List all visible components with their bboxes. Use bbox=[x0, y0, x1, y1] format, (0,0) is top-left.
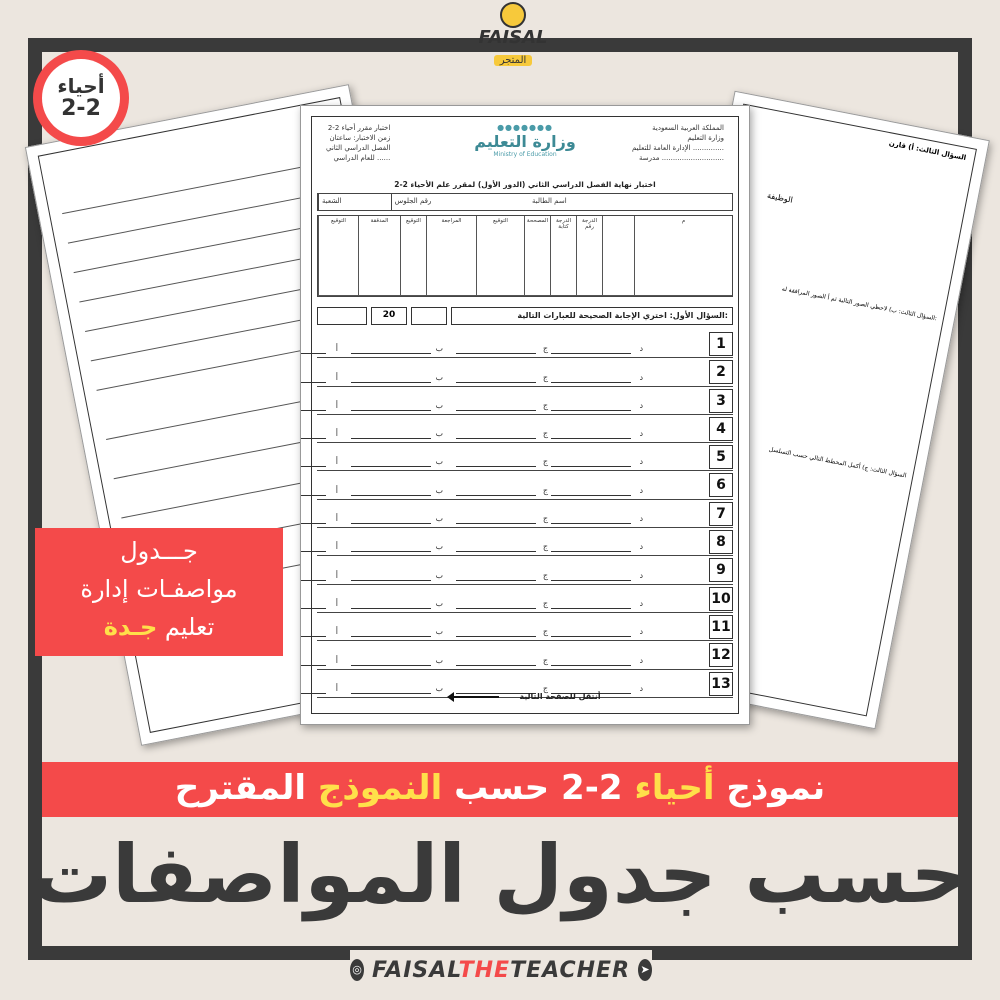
option-letter[interactable]: ج bbox=[542, 344, 548, 354]
option-letter[interactable]: د bbox=[639, 429, 643, 439]
subject-bubble: أحياء 2-2 bbox=[33, 50, 129, 146]
question-number: 1 bbox=[709, 332, 733, 356]
mcq-row bbox=[317, 500, 733, 528]
option-letter[interactable]: أ bbox=[335, 457, 338, 467]
arrow-left-icon bbox=[449, 696, 499, 698]
logo-brand: FAISAL bbox=[478, 27, 548, 48]
option-letter[interactable]: أ bbox=[335, 655, 338, 665]
option-letter[interactable]: ج bbox=[542, 514, 548, 524]
option-letter[interactable]: ب bbox=[435, 485, 443, 495]
option-letter[interactable]: ج bbox=[542, 400, 548, 410]
question-number: 3 bbox=[709, 389, 733, 413]
option-letter[interactable]: ج bbox=[542, 655, 548, 665]
option-letter[interactable]: ج bbox=[542, 457, 548, 467]
option-letter[interactable]: ب bbox=[435, 627, 443, 637]
option-letter[interactable]: ب bbox=[435, 344, 443, 354]
question-one-bar bbox=[317, 307, 733, 325]
option-letter[interactable]: ب bbox=[435, 655, 443, 665]
option-letter[interactable]: أ bbox=[335, 598, 338, 608]
option-letter[interactable]: أ bbox=[335, 683, 338, 693]
option-letter[interactable]: ج bbox=[542, 627, 548, 637]
instagram-icon[interactable]: ◎ bbox=[350, 959, 364, 981]
option-letter[interactable]: ب bbox=[435, 542, 443, 552]
option-letter[interactable]: د bbox=[639, 400, 643, 410]
question-number: 9 bbox=[709, 558, 733, 582]
ministry-logo: ●●●●●●● وزارة التعليم Ministry of Education bbox=[474, 123, 576, 158]
telegram-icon[interactable]: ➤ bbox=[638, 959, 652, 981]
option-letter[interactable]: ج bbox=[542, 429, 548, 439]
mcq-list bbox=[317, 330, 733, 698]
option-letter[interactable]: د bbox=[639, 683, 643, 693]
question-number: 6 bbox=[709, 473, 733, 497]
logo-tag: المتجر bbox=[494, 55, 533, 66]
question-number: 10 bbox=[709, 587, 733, 611]
q1-score: 20 bbox=[371, 307, 407, 325]
option-letter[interactable]: ب bbox=[435, 683, 443, 693]
option-letter[interactable]: ب bbox=[435, 400, 443, 410]
right-q-b: السؤال الثالث: ب) لاحظي الصور التالية ثم أ الصور المرافقة له: bbox=[781, 285, 938, 323]
option-letter[interactable]: أ bbox=[335, 485, 338, 495]
option-letter[interactable]: د bbox=[639, 655, 643, 665]
option-letter[interactable]: أ bbox=[335, 429, 338, 439]
mcq-row bbox=[317, 330, 733, 358]
mcq-row bbox=[317, 387, 733, 415]
student-info-row: الشعبة رقم الجلوس اسم الطالبة bbox=[317, 193, 733, 211]
header-left: اختبار مقرر أحياء 2-2 زمن الاختبار: ساعتان الفصل الدراسي الثاني للعام الدراسي ...... bbox=[326, 124, 391, 162]
grade-table: التوقيع المدققة التوقيع المراجعة التوقيع المصححة الدرجة كتابة الدرجة رقم م bbox=[317, 215, 733, 297]
exam-title: اختبار نهاية الفصل الدراسي الثاني (الدور الأول) لمقرر علم الأحياء 2-2 bbox=[394, 180, 656, 189]
option-letter[interactable]: د bbox=[639, 514, 643, 524]
option-letter[interactable]: ج bbox=[542, 372, 548, 382]
option-letter[interactable]: أ bbox=[335, 627, 338, 637]
option-letter[interactable]: ج bbox=[542, 683, 548, 693]
option-letter[interactable]: ب bbox=[435, 570, 443, 580]
option-letter[interactable]: د bbox=[639, 627, 643, 637]
handle: FAISALTHETEACHER bbox=[371, 957, 631, 983]
mcq-row bbox=[317, 528, 733, 556]
right-q-a: السؤال الثالث: أ) قارن bbox=[888, 139, 967, 163]
mcq-row bbox=[317, 443, 733, 471]
header-right: المملكة العربية السعودية وزارة التعليم الإدارة العامة للتعليم .............. مدرسة ............................ bbox=[631, 124, 724, 162]
main-exam-sheet bbox=[300, 105, 750, 725]
footer bbox=[350, 950, 652, 990]
q1-label: السؤال الأول: اختري الإجابة الصحيحة للعبارات التالية: bbox=[451, 307, 733, 325]
option-letter[interactable]: د bbox=[639, 457, 643, 467]
right-func: الوظيفة bbox=[766, 190, 794, 205]
mcq-row bbox=[317, 471, 733, 499]
right-q-c: السؤال الثالث: ج) أكمل المخطط التالي حسب التسلسل bbox=[768, 445, 907, 480]
question-number: 11 bbox=[709, 615, 733, 639]
option-letter[interactable]: ج bbox=[542, 542, 548, 552]
option-letter[interactable]: د bbox=[639, 372, 643, 382]
mcq-row bbox=[317, 415, 733, 443]
option-letter[interactable]: ج bbox=[542, 598, 548, 608]
option-letter[interactable]: ب bbox=[435, 514, 443, 524]
option-letter[interactable]: د bbox=[639, 598, 643, 608]
option-letter[interactable]: أ bbox=[335, 542, 338, 552]
option-letter[interactable]: د bbox=[639, 570, 643, 580]
option-letter[interactable]: ج bbox=[542, 570, 548, 580]
option-letter[interactable]: د bbox=[639, 485, 643, 495]
option-letter[interactable]: ب bbox=[435, 598, 443, 608]
option-letter[interactable]: أ bbox=[335, 514, 338, 524]
option-letter[interactable]: د bbox=[639, 344, 643, 354]
main-title: حسب جدول المواصفات bbox=[31, 828, 969, 921]
question-number: 12 bbox=[709, 643, 733, 667]
option-letter[interactable]: ج bbox=[542, 485, 548, 495]
question-number: 2 bbox=[709, 360, 733, 384]
spec-box: جـــدول مواصفـات إدارة تعليم جـدة bbox=[35, 528, 283, 656]
mcq-row bbox=[317, 358, 733, 386]
option-letter[interactable]: أ bbox=[335, 570, 338, 580]
red-banner: نموذج أحياء 2-2 حسب النموذج المقترح bbox=[42, 762, 958, 817]
option-letter[interactable]: ب bbox=[435, 372, 443, 382]
question-number: 4 bbox=[709, 417, 733, 441]
lightbulb-icon bbox=[500, 2, 526, 28]
mcq-row bbox=[317, 556, 733, 584]
option-letter[interactable]: ب bbox=[435, 457, 443, 467]
option-letter[interactable]: ب bbox=[435, 429, 443, 439]
question-number: 8 bbox=[709, 530, 733, 554]
faisal-logo bbox=[468, 2, 558, 78]
question-number: 5 bbox=[709, 445, 733, 469]
option-letter[interactable]: د bbox=[639, 542, 643, 552]
mcq-row bbox=[317, 613, 733, 641]
mcq-row bbox=[317, 585, 733, 613]
option-letter[interactable]: أ bbox=[335, 344, 338, 354]
question-number: 13 bbox=[709, 672, 733, 696]
option-letter[interactable]: أ bbox=[335, 372, 338, 382]
option-letter[interactable]: أ bbox=[335, 400, 338, 410]
mcq-row bbox=[317, 641, 733, 669]
question-number: 7 bbox=[709, 502, 733, 526]
next-page: أنتقل للصفحة التالية bbox=[312, 692, 738, 701]
